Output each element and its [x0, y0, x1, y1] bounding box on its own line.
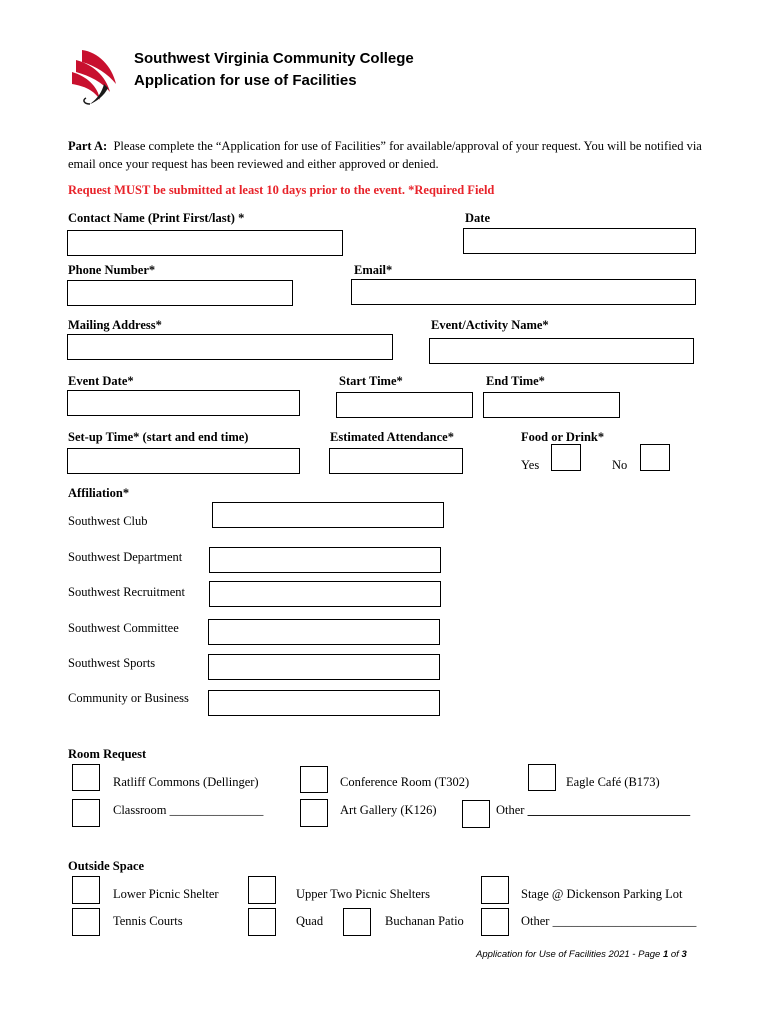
- page-footer: [476, 949, 687, 960]
- ratliff-label: Ratliff Commons (Dellinger): [113, 775, 259, 789]
- end-time-label: End Time*: [486, 374, 545, 388]
- intro-paragraph: [68, 137, 708, 173]
- food-no-label: No: [612, 458, 628, 472]
- affiliation-community-field[interactable]: [208, 690, 440, 716]
- outside-other-label[interactable]: Other _______________________: [521, 914, 697, 928]
- start-time-label: Start Time*: [339, 374, 403, 388]
- quad-label: Quad: [296, 914, 324, 928]
- room-other-checkbox[interactable]: [462, 800, 490, 828]
- footer-page: 1: [662, 949, 669, 960]
- form-title: Application for use of Facilities: [134, 72, 357, 89]
- contact-name-label: Contact Name (Print First/last) *: [68, 211, 245, 225]
- start-time-field[interactable]: [336, 392, 473, 418]
- footer-total: 3: [681, 949, 687, 960]
- food-yes-checkbox[interactable]: [551, 444, 581, 471]
- affiliation-label: Southwest Department: [68, 550, 183, 564]
- affiliation-recruitment-field[interactable]: [209, 581, 441, 607]
- food-drink-label: Food or Drink*: [521, 430, 605, 444]
- event-name-field[interactable]: [429, 338, 694, 364]
- affiliation-label: Community or Business: [68, 691, 189, 705]
- email-field[interactable]: [351, 279, 696, 305]
- college-name: Southwest Virginia Community College: [134, 50, 414, 67]
- stage-label: Stage @ Dickenson Parking Lot: [521, 887, 683, 901]
- food-no-checkbox[interactable]: [640, 444, 670, 471]
- classroom-checkbox[interactable]: [72, 799, 100, 827]
- room-other-label: [496, 803, 690, 818]
- conference-label: Conference Room (T302): [340, 775, 470, 789]
- eagle-cafe-label: Eagle Café (B173): [566, 775, 660, 789]
- outside-other-checkbox[interactable]: [481, 908, 509, 936]
- art-gallery-checkbox[interactable]: [300, 799, 328, 827]
- food-yes-label: Yes: [521, 458, 540, 472]
- lower-picnic-checkbox[interactable]: [72, 876, 100, 904]
- quad-checkbox[interactable]: [248, 908, 276, 936]
- ratliff-checkbox[interactable]: [72, 764, 100, 791]
- lower-picnic-label: Lower Picnic Shelter: [113, 887, 219, 901]
- event-name-label: Event/Activity Name*: [431, 318, 549, 332]
- event-date-field[interactable]: [67, 390, 300, 416]
- buchanan-label: Buchanan Patio: [385, 914, 464, 928]
- affiliation-sports-field[interactable]: [208, 654, 440, 680]
- room-request-title: Room Request: [68, 747, 147, 761]
- affiliation-label: Southwest Sports: [68, 656, 156, 670]
- outside-space-title: Outside Space: [68, 859, 145, 873]
- attendance-label: Estimated Attendance*: [330, 430, 454, 444]
- upper-picnic-checkbox[interactable]: [248, 876, 276, 904]
- intro-text: Please complete the “Application for use of Facilities” for available/approval of your request. You will be notified via email once your request has been reviewed and either approved or denied.: [68, 139, 702, 171]
- footer-of: of: [670, 949, 679, 960]
- affiliation-title: Affiliation*: [68, 486, 130, 500]
- room-other-text: Other: [496, 803, 525, 817]
- classroom-label: Classroom _______________: [113, 803, 264, 817]
- date-field[interactable]: [463, 228, 696, 254]
- tennis-checkbox[interactable]: [72, 908, 100, 936]
- tennis-label: Tennis Courts: [113, 914, 183, 928]
- affiliation-label: Southwest Committee: [68, 621, 179, 635]
- date-label: Date: [465, 211, 490, 225]
- email-label: Email*: [354, 263, 393, 277]
- eagle-cafe-checkbox[interactable]: [528, 764, 556, 791]
- affiliation-label: Southwest Club: [68, 514, 148, 528]
- art-gallery-label: Art Gallery (K126): [340, 803, 437, 817]
- part-label: Part A:: [68, 139, 108, 153]
- contact-name-field[interactable]: [67, 230, 343, 256]
- buchanan-checkbox[interactable]: [343, 908, 371, 936]
- upper-picnic-label: Upper Two Picnic Shelters: [296, 887, 430, 901]
- phone-field[interactable]: [67, 280, 293, 306]
- mailing-address-label: Mailing Address*: [68, 318, 162, 332]
- stage-checkbox[interactable]: [481, 876, 509, 904]
- mailing-address-field[interactable]: [67, 334, 393, 360]
- attendance-field[interactable]: [329, 448, 463, 474]
- room-other-blank[interactable]: __________________________: [527, 803, 691, 817]
- affiliation-label: Southwest Recruitment: [68, 585, 185, 599]
- setup-time-field[interactable]: [67, 448, 300, 474]
- end-time-field[interactable]: [483, 392, 620, 418]
- affiliation-committee-field[interactable]: [208, 619, 440, 645]
- conference-checkbox[interactable]: [300, 766, 328, 793]
- phone-label: Phone Number*: [68, 263, 156, 277]
- event-date-label: Event Date*: [68, 374, 134, 388]
- college-logo: [68, 44, 132, 106]
- required-notice: Request MUST be submitted at least 10 days prior to the event. *Required Field: [68, 183, 495, 197]
- affiliation-department-field[interactable]: [209, 547, 441, 573]
- footer-text: Application for Use of Facilities 2021 - Page: [476, 949, 661, 960]
- affiliation-club-field[interactable]: [212, 502, 444, 528]
- setup-time-label: Set-up Time* (start and end time): [68, 430, 249, 444]
